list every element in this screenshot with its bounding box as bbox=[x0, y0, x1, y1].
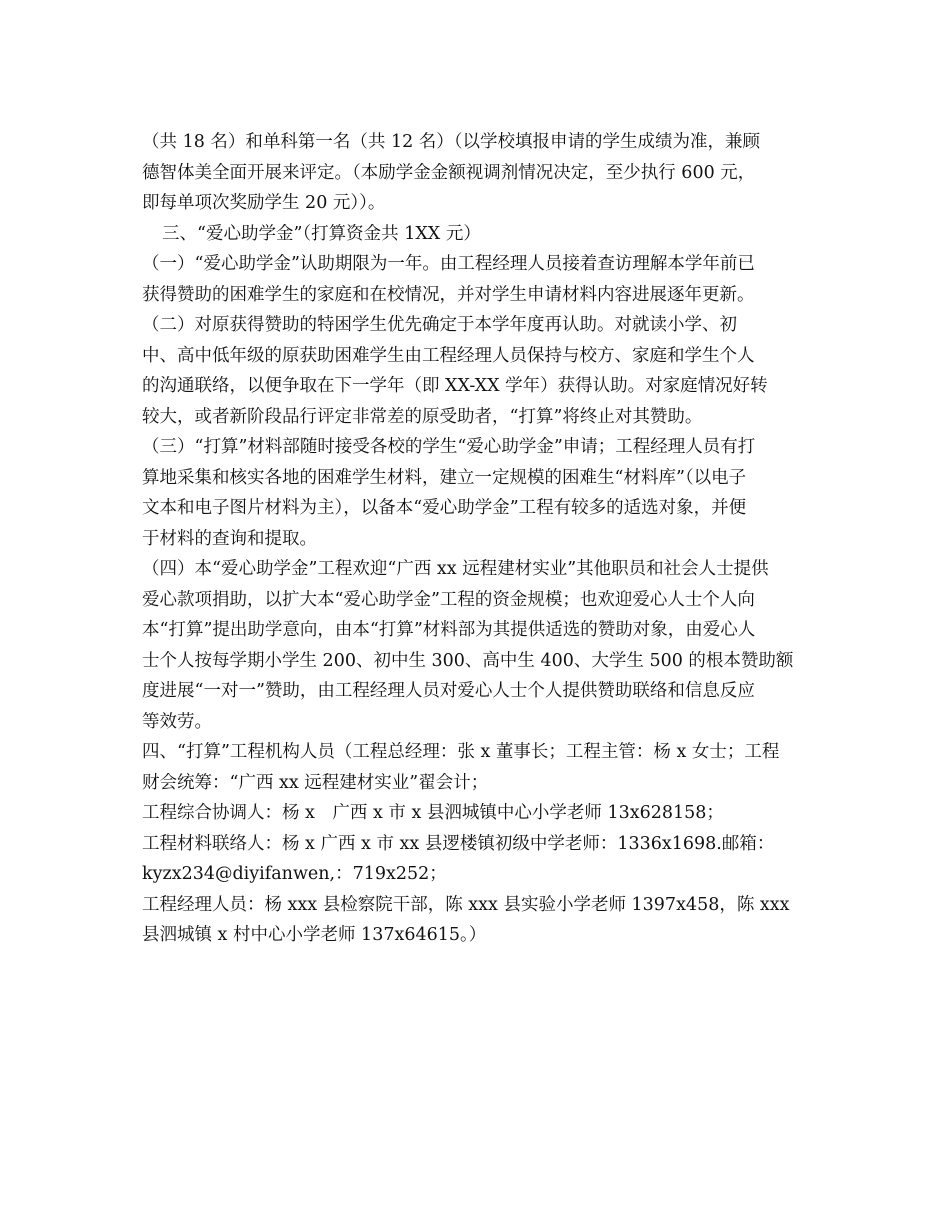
text-line: 即每单项次奖励学生 20 元））。 bbox=[142, 193, 386, 213]
text-line: （一）“爱心助学金”认助期限为一年。由工程经理人员接着查访理解本学年前已 bbox=[142, 254, 755, 274]
text-line: 较大，或者新阶段品行评定非常差的原受助者，“打算”将终止对其赞助。 bbox=[142, 406, 703, 427]
text-line: （三）“打算”材料部随时接受各校的学生“爱心助学金”申请；工程经理人员有打 bbox=[142, 437, 756, 457]
text-line: 中、高中低年级的原获助困难学生由工程经理人员保持与校方、家庭和学生个人 bbox=[142, 345, 755, 366]
text-line: 于材料的查询和提取。 bbox=[142, 528, 317, 549]
text-line: 工程材料联络人：杨 x 广西 x 市 xx 县逻楼镇初级中学老师：1336x1698.邮箱： bbox=[142, 833, 775, 854]
text-line: 获得赞助的困难学生的家庭和在校情况，并对学生申请材料内容进展逐年更新。 bbox=[142, 284, 755, 305]
section-heading: 四、“打算”工程机构人员（工程总经理：张 x 董事长；工程主管：杨 x 女士；工程 bbox=[142, 742, 780, 762]
text-line: 本“打算”提出助学意向，由本“打算”材料部为其提供适选的赞助对象，由爱心人 bbox=[142, 620, 756, 640]
text-line: 的沟通联络，以便争取在下一学年（即 XX-XX 学年）获得认助。对家庭情况好转 bbox=[142, 376, 768, 396]
text-line: 等效劳。 bbox=[142, 711, 212, 732]
text-line: 文本和电子图片材料为主），以备本“爱心助学金”工程有较多的适选对象，并便 bbox=[142, 498, 747, 518]
text-line: kyzx234@diyifanwen,：719x252； bbox=[142, 864, 447, 884]
text-line: （共 18 名）和单科第一名（共 12 名）（以学校填报申请的学生成绩为准，兼顾 bbox=[142, 132, 761, 152]
text-line: 士个人按每学期小学生 200、初中生 300、高中生 400、大学生 500 的根本赞助额 bbox=[142, 650, 794, 671]
text-line: 度进展“一对一”赞助，由工程经理人员对爱心人士个人提供赞助联络和信息反应 bbox=[142, 681, 755, 701]
text-line: 县泗城镇 x 村中心小学老师 137x64615。） bbox=[142, 925, 487, 945]
text-line: （二）对原获得赞助的特困学生优先确定于本学年度再认助。对就读小学、初 bbox=[142, 315, 737, 335]
text-line: （四）本“爱心助学金”工程欢迎“广西 xx 远程建材实业”其他职员和社会人士提供 bbox=[142, 559, 769, 579]
text-line: 算地采集和核实各地的困难学生材料，建立一定规模的困难生“材料库”（以电子 bbox=[142, 467, 747, 488]
text-line: 德智体美全面开展来评定。（本励学金金额视调剂情况决定，至少执行 600 元， bbox=[142, 162, 756, 183]
section-heading: 三、“爱心助学金”（打算资金共 1XX 元） bbox=[162, 223, 481, 244]
text-line: 工程经理人员：杨 xxx 县检察院干部，陈 xxx 县实验小学老师 1397x458，陈 xxx bbox=[142, 894, 790, 915]
text-line: 爱心款项捐助，以扩大本“爱心助学金”工程的资金规模；也欢迎爱心人士个人向 bbox=[142, 589, 755, 610]
document-page bbox=[142, 127, 814, 951]
text-line: 财会统筹：“广西 xx 远程建材实业”翟会计； bbox=[142, 772, 489, 793]
text-line: 工程综合协调人：杨 x 广西 x 市 x 县泗城镇中心小学老师 13x628158； bbox=[142, 803, 724, 823]
